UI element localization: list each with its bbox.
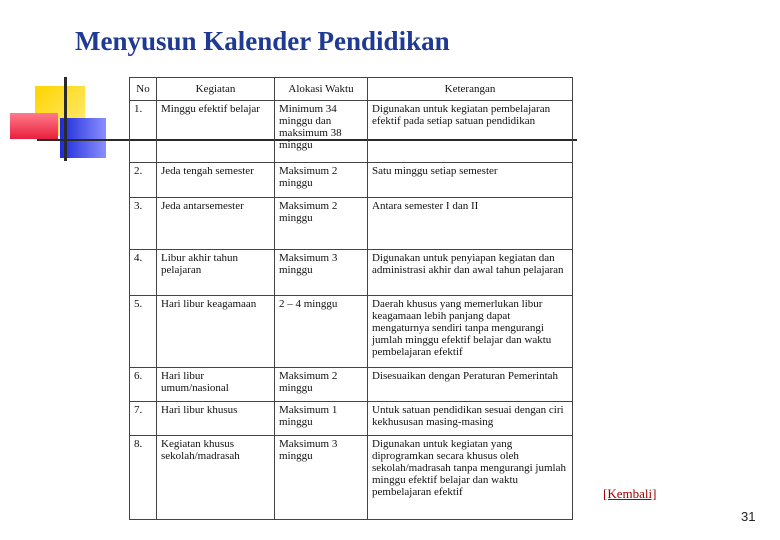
cell-kegiatan: Kegiatan khusus sekolah/madrasah: [157, 436, 275, 520]
decorative-vertical-line: [64, 77, 67, 161]
cell-keterangan: Antara semester I dan II: [368, 198, 573, 250]
cell-no: 6.: [130, 368, 157, 402]
cell-alokasi: Maksimum 1 minggu: [275, 402, 368, 436]
header-no: No: [130, 78, 157, 101]
cell-kegiatan: Minggu efektif belajar: [157, 101, 275, 163]
table-row: [130, 101, 573, 163]
cell-no: 8.: [130, 436, 157, 520]
cell-no: 7.: [130, 402, 157, 436]
cell-alokasi: Maksimum 2 minggu: [275, 163, 368, 198]
table-header-row: [130, 78, 573, 101]
cell-keterangan: Digunakan untuk kegiatan pembelajaran efektif pada setiap satuan pendidikan: [368, 101, 573, 163]
cell-kegiatan: Jeda antarsemester: [157, 198, 275, 250]
cell-keterangan: Untuk satuan pendidikan sesuai dengan ciri kekhususan masing-masing: [368, 402, 573, 436]
table-row: [130, 402, 573, 436]
cell-kegiatan: Libur akhir tahun pelajaran: [157, 250, 275, 296]
cell-alokasi: Minimum 34 minggu dan maksimum 38 minggu: [275, 101, 368, 163]
header-keterangan: Keterangan: [368, 78, 573, 101]
cell-keterangan: Daerah khusus yang memerlukan libur keagamaan lebih panjang dapat mengaturnya sendiri tanpa mengurangi jumlah minggu efektif belajar dan waktu pembelajaran efektif: [368, 296, 573, 368]
cell-alokasi: Maksimum 2 minggu: [275, 198, 368, 250]
cell-kegiatan: Jeda tengah semester: [157, 163, 275, 198]
cell-alokasi: Maksimum 3 minggu: [275, 436, 368, 520]
cell-kegiatan: Hari libur umum/nasional: [157, 368, 275, 402]
cell-alokasi: 2 – 4 minggu: [275, 296, 368, 368]
table-row: [130, 250, 573, 296]
table-row: [130, 436, 573, 520]
back-link[interactable]: [Kembali]: [603, 486, 657, 501]
cell-alokasi: Maksimum 3 minggu: [275, 250, 368, 296]
table-row: [130, 296, 573, 368]
slide-title: Menyusun Kalender Pendidikan: [75, 26, 450, 56]
table-row: [130, 198, 573, 250]
cell-alokasi: Maksimum 2 minggu: [275, 368, 368, 402]
cell-keterangan: Digunakan untuk kegiatan yang diprogramkan secara khusus oleh sekolah/madrasah tanpa mengurangi jumlah minggu efektif belajar dan waktu pembelajaran efektif: [368, 436, 573, 520]
table-row: [130, 368, 573, 402]
header-alokasi-waktu: Alokasi Waktu: [275, 78, 368, 101]
cell-no: 1.: [130, 101, 157, 163]
cell-no: 2.: [130, 163, 157, 198]
header-kegiatan: Kegiatan: [157, 78, 275, 101]
decorative-red-block: [10, 113, 58, 139]
cell-keterangan: Disesuaikan dengan Peraturan Pemerintah: [368, 368, 573, 402]
cell-no: 3.: [130, 198, 157, 250]
cell-keterangan: Digunakan untuk penyiapan kegiatan dan administrasi akhir dan awal tahun pelajaran: [368, 250, 573, 296]
education-calendar-table: [129, 77, 573, 520]
cell-no: 5.: [130, 296, 157, 368]
cell-kegiatan: Hari libur khusus: [157, 402, 275, 436]
table-row: [130, 163, 573, 198]
cell-no: 4.: [130, 250, 157, 296]
cell-keterangan: Satu minggu setiap semester: [368, 163, 573, 198]
cell-kegiatan: Hari libur keagamaan: [157, 296, 275, 368]
page-number: 31: [741, 509, 756, 524]
